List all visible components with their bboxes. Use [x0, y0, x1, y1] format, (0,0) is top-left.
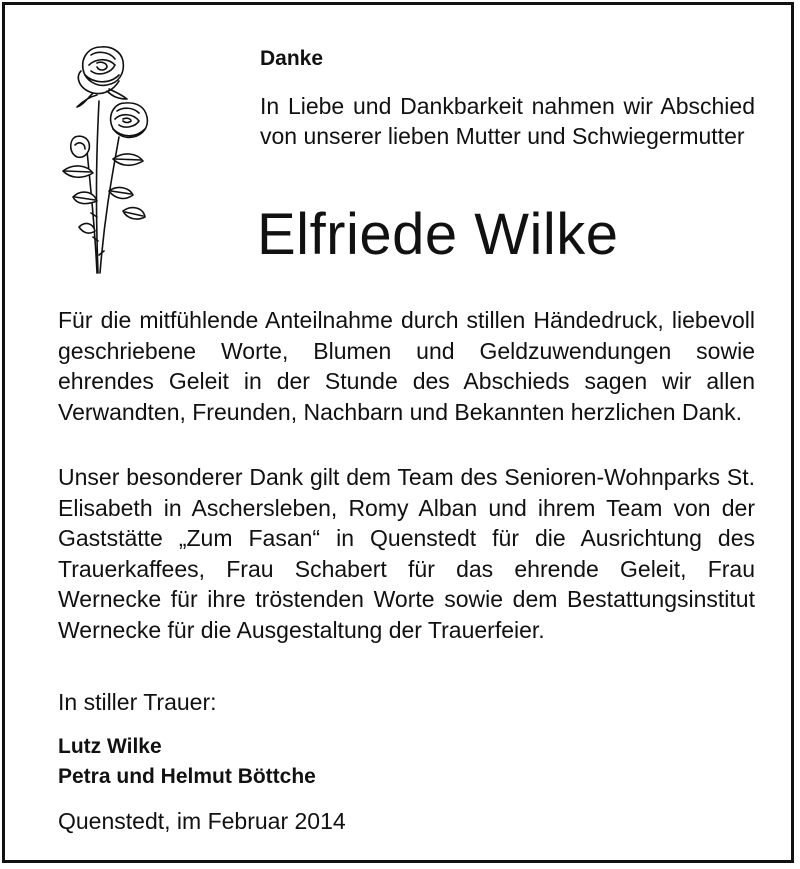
signer-name: Lutz Wilke [58, 735, 162, 758]
signer-name: Petra und Helmut Böttche [58, 765, 316, 788]
deceased-name: Elfriede Wilke [257, 202, 619, 267]
notice-heading: Danke [260, 47, 324, 70]
mourning-label: In stiller Trauer: [58, 689, 217, 715]
thanks-paragraph-2: Unser besonderer Dank gilt dem Team des Senioren-Wohnparks St. Elisabeth in Aschersleben, Romy Alban und ihrem Team von der Gaststätte „Zum Fasan“ in Quenstedt für die Ausrichtung des Trauerkaffees, Frau Schabert für das ehrende Geleit, Frau Wernecke für ihre tröstenden Worte sowie dem Bestattungsinstitut Wernecke für die Ausgestaltung der Trauerfeier. [58, 464, 755, 643]
signers-list [58, 732, 316, 792]
intro-text: In Liebe und Dankbarkeit nahmen wir Abschied von unserer lieben Mutter und Schwiegermutter [260, 93, 755, 149]
thanks-paragraph-1: Für die mitfühlende Anteilnahme durch stillen Händedruck, liebevoll geschriebene Worte, Blumen und Geldzuwendungen sowie ehrendes Geleit in der Stunde des Abschieds sagen wir allen Verwandten, Freunden, Nachbarn und Bekannten herzlichen Dank. [58, 307, 755, 425]
place-date: Quenstedt, im Februar 2014 [58, 808, 346, 834]
notice-frame [2, 2, 794, 863]
rose-icon [53, 41, 165, 275]
